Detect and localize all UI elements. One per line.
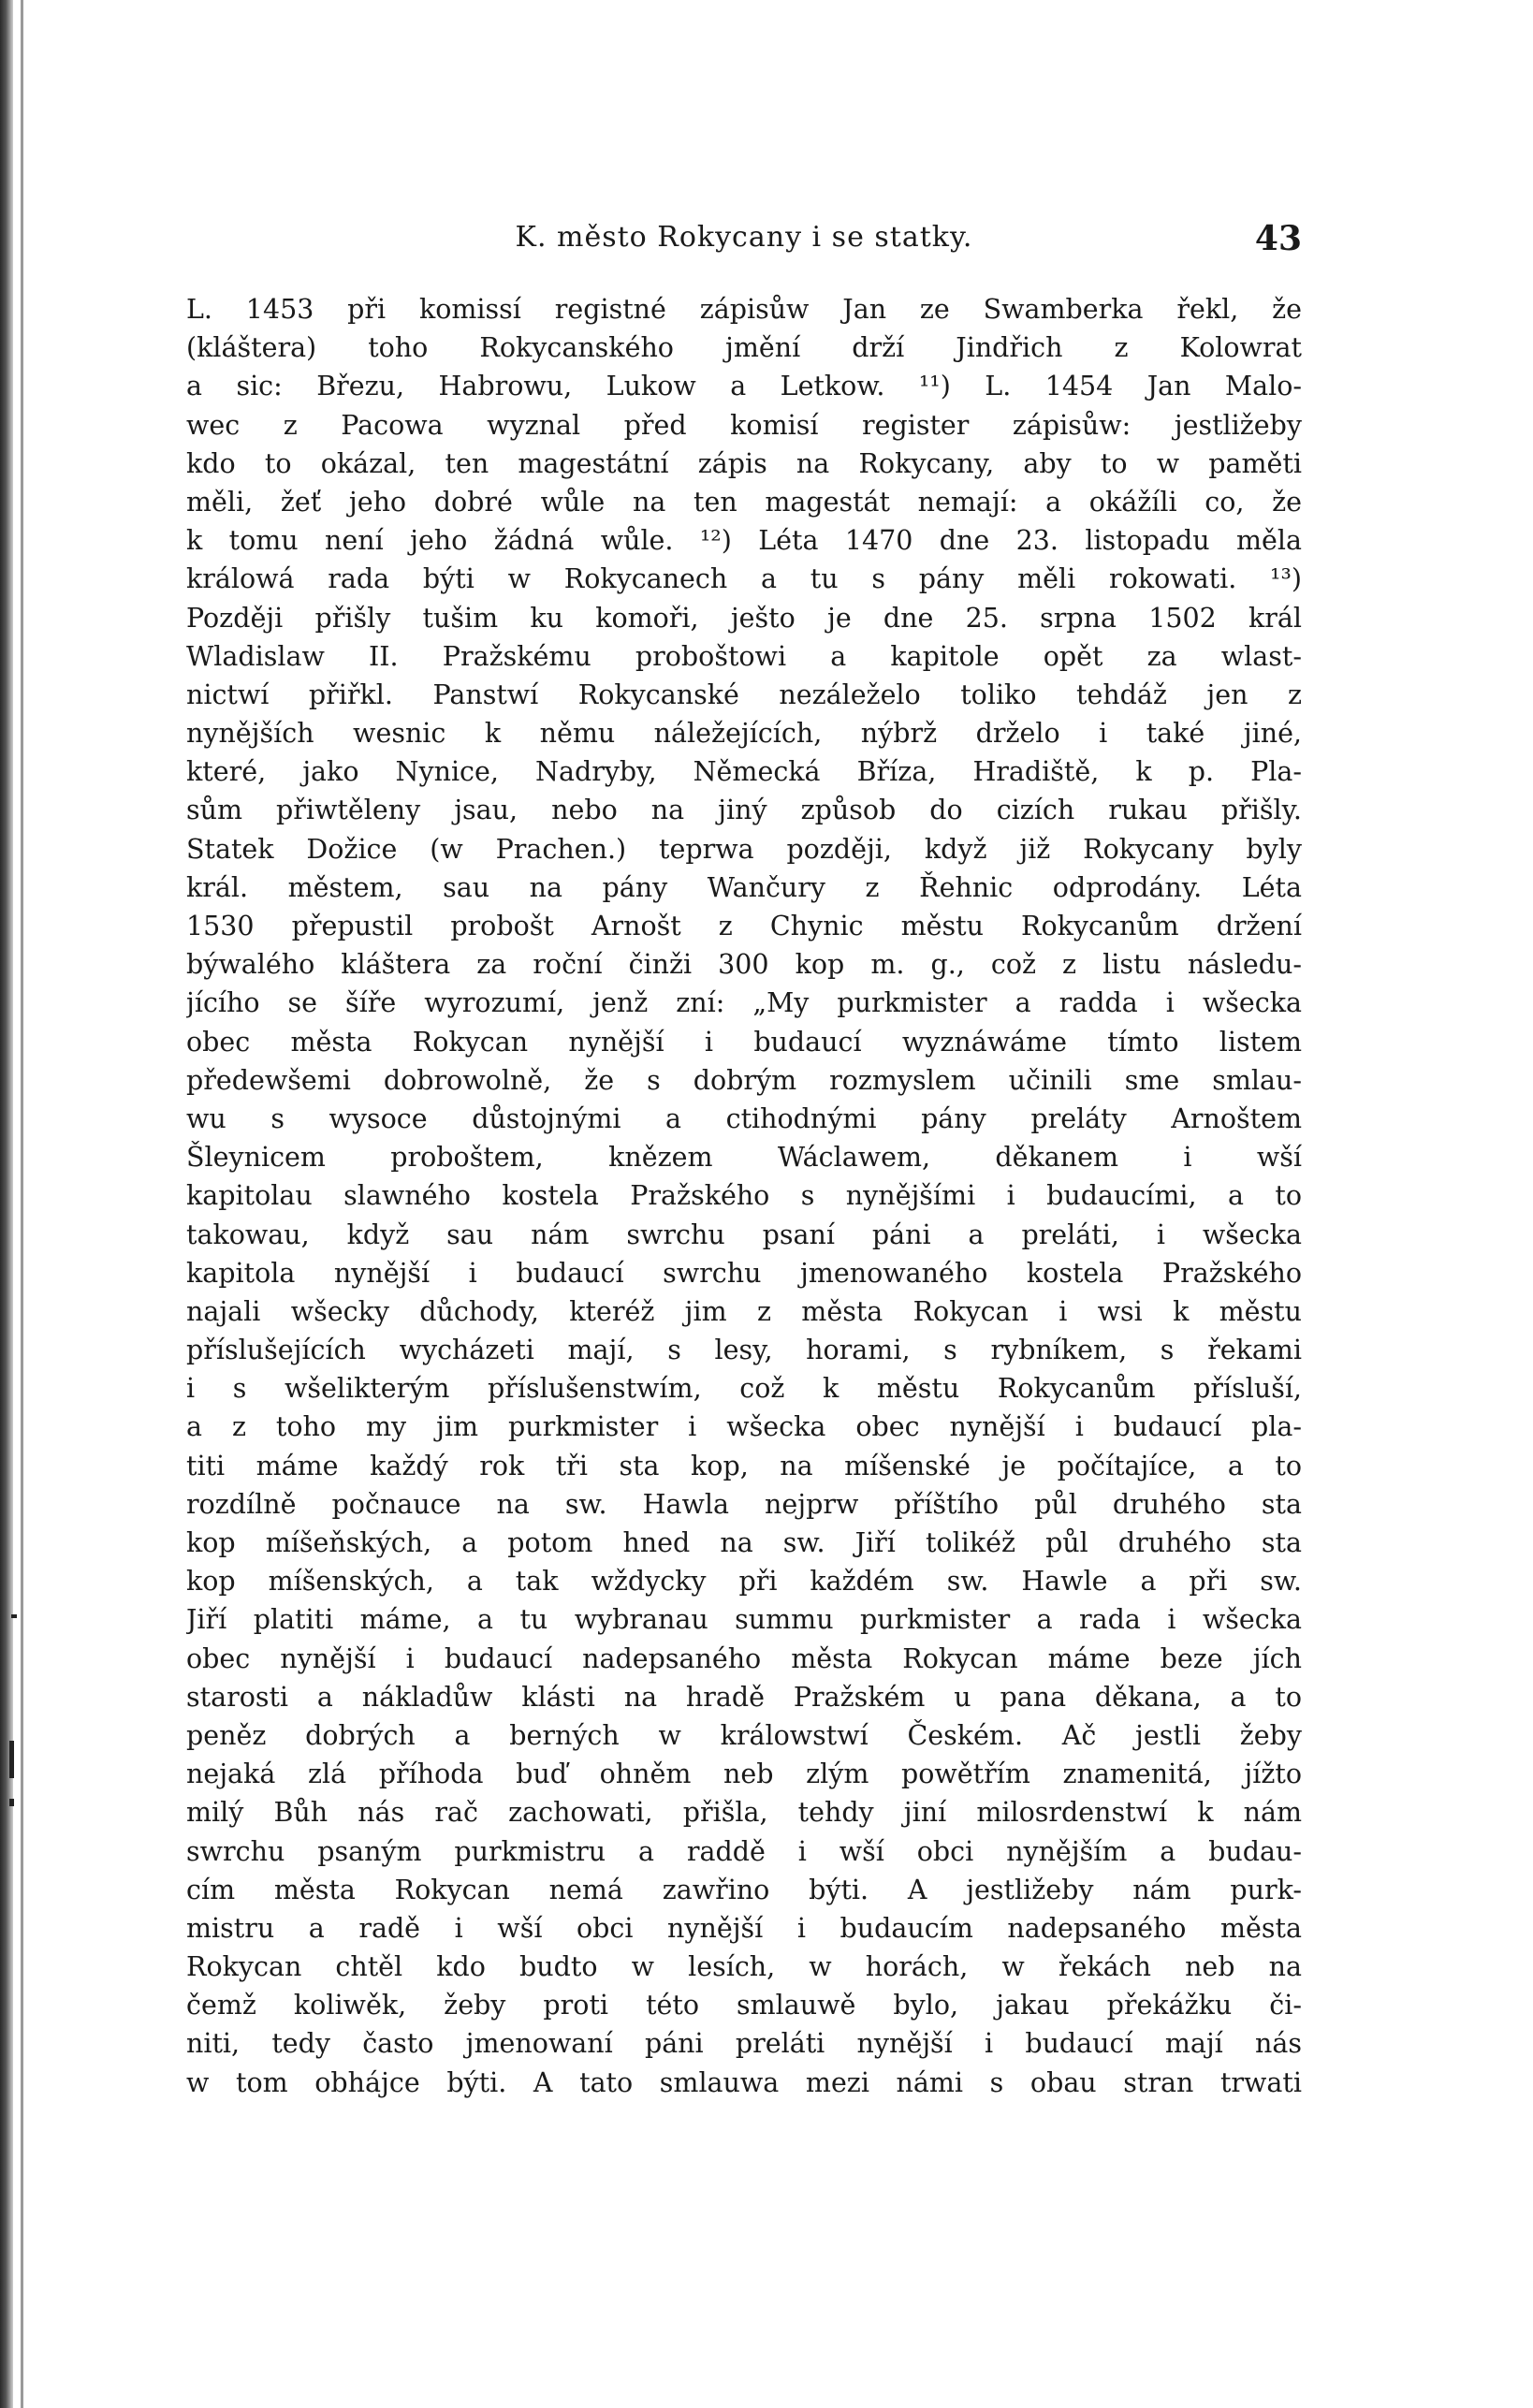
text-line: 1530 přepustil probošt Arnošt z Chynic městu Rokycanům držení <box>186 911 1302 941</box>
text-line: wec z Pacowa wyznal před komisí register zápisůw: jestližeby <box>186 409 1302 441</box>
text-line: Jiří platiti máme, a tu wybranau summu purkmister a rada i wšecka <box>186 1604 1302 1636</box>
text-line: niti, tedy často jmenowaní páni preláti nynější i budaucí mají nás <box>186 2028 1302 2060</box>
text-line: předewšemi dobrowolně, že s dobrým rozmyslem učinili sme smlau- <box>186 1064 1302 1096</box>
margin-mark <box>9 1799 14 1806</box>
text-line: Později přišly tušim ku komoři, ješto je dne 25. srpna 1502 král <box>186 602 1302 634</box>
text-line: najali wšecky důchody, kteréž jim z města Rokycan i wsi k městu <box>186 1295 1302 1327</box>
text-line: Wladislaw II. Pražskému proboštowi a kapitole opět za wlast- <box>186 640 1302 672</box>
text-line: král. městem, sau na pány Wančury z Řehnic odprodány. Léta <box>186 871 1302 903</box>
text-line: obec města Rokycan nynější i budaucí wyznáwáme tímto listem <box>186 1026 1302 1058</box>
text-line: kop míšenských, a tak wždycky při každém sw. Hawle a při sw. <box>186 1566 1302 1598</box>
text-line: čemž koliwěk, žeby proti této smlauwě bylo, jakau překážku či- <box>186 1990 1302 2021</box>
running-head <box>186 221 1302 270</box>
text-line: měli, žeť jeho dobré wůle na ten magestát nemají: a okážíli co, že <box>186 486 1302 518</box>
text-line: kdo to okázal, ten magestátní zápis na Rokycany, aby to w paměti <box>186 447 1302 479</box>
text-line: sům přiwtěleny jsau, nebo na jiný způsob do cizích rukau přišly. <box>186 795 1302 826</box>
text-line: wu s wysoce důstojnými a ctihodnými pány preláty Arnoštem <box>186 1102 1302 1134</box>
text-line: býwalého kláštera za roční činži 300 kop m. g., což z listu následu- <box>186 949 1302 981</box>
text-line: Statek Dožice (w Prachen.) teprwa později, když již Rokycany byly <box>186 833 1302 865</box>
text-line: takowau, když sau nám swrchu psaní páni a preláti, i wšecka <box>186 1219 1302 1250</box>
text-line: Šleynicem proboštem, knězem Wáclawem, děkanem i wší <box>186 1142 1302 1174</box>
text-line: jícího se šíře wyrozumí, jenž zní: „My purkmister a radda i wšecka <box>186 987 1302 1019</box>
text-line: králowá rada býti w Rokycanech a tu s pány měli rokowati. ¹³) <box>186 563 1302 595</box>
book-page <box>186 221 1302 2102</box>
text-line: kapitola nynější i budaucí swrchu jmenowaného kostela Pražského <box>186 1257 1302 1289</box>
running-title: K. město Rokycany i se statky. <box>515 221 973 254</box>
text-line: a sic: Březu, Habrowu, Lukow a Letkow. ¹¹) L. 1454 Jan Malo- <box>186 371 1302 402</box>
text-line: nejaká zlá příhoda buď ohněm neb zlým powětřím znamenitá, jížto <box>186 1759 1302 1790</box>
page-number: 43 <box>1254 219 1302 258</box>
text-line: rozdílně počnauce na sw. Hawla nejprw příštího půl druhého sta <box>186 1488 1302 1520</box>
text-line: Rokycan chtěl kdo budto w lesích, w horách, w řekách neb na <box>186 1951 1302 1983</box>
text-line: obec nynější i budaucí nadepsaného města Rokycan máme beze jích <box>186 1642 1302 1674</box>
margin-mark <box>11 1614 17 1618</box>
text-line: L. 1453 při komissí registné zápisůw Jan ze Swamberka řekl, že <box>186 294 1302 325</box>
text-line: příslušejících wycházeti mají, s lesy, horami, s rybníkem, s řekami <box>186 1335 1302 1366</box>
margin-mark <box>9 1741 14 1778</box>
text-line: starosti a nákladůw klásti na hradě Pražském u pana děkana, a to <box>186 1681 1302 1713</box>
text-line: w tom obhájce býti. A tato smlauwa mezi námi s obau stran trwati <box>186 2066 1302 2098</box>
text-line: které, jako Nynice, Nadryby, Německá Bříza, Hradiště, k p. Pla- <box>186 756 1302 788</box>
text-line: kapitolau slawného kostela Pražského s nynějšími i budaucími, a to <box>186 1180 1302 1212</box>
text-line: peněz dobrých a berných w králowstwí Českém. Ač jestli žeby <box>186 1719 1302 1751</box>
text-line: (kláštera) toho Rokycanského jmění drží Jindřich z Kolowrat <box>186 332 1302 364</box>
text-line: nictwí přiřkl. Panstwí Rokycanské nezáleželo toliko tehdáž jen z <box>186 679 1302 710</box>
text-line: cím města Rokycan nemá zawřino býti. A jestližeby nám purk- <box>186 1874 1302 1905</box>
scan-edge-line <box>21 0 23 2408</box>
body-text <box>186 290 1302 2102</box>
text-line: mistru a radě i wší obci nynější i budaucím nadepsaného města <box>186 1912 1302 1944</box>
scan-edge <box>0 0 13 2408</box>
text-line: swrchu psaným purkmistru a raddě i wší obci nynějším a budau- <box>186 1835 1302 1867</box>
text-line: milý Bůh nás rač zachowati, přišla, tehdy jiní milosrdenstwí k nám <box>186 1797 1302 1829</box>
text-line: i s wšelikterým příslušenstwím, což k městu Rokycanům přísluší, <box>186 1373 1302 1405</box>
text-line: nynějších wesnic k němu náležejících, nýbrž drželo i také jiné, <box>186 718 1302 750</box>
text-line: k tomu není jeho žádná wůle. ¹²) Léta 1470 dne 23. listopadu měla <box>186 525 1302 557</box>
text-line: titi máme každý rok tři sta kop, na míšenské je počítajíce, a to <box>186 1450 1302 1481</box>
text-line: a z toho my jim purkmister i wšecka obec nynější i budaucí pla- <box>186 1411 1302 1443</box>
text-line: kop míšeňských, a potom hned na sw. Jiří tolikéž půl druhého sta <box>186 1527 1302 1558</box>
